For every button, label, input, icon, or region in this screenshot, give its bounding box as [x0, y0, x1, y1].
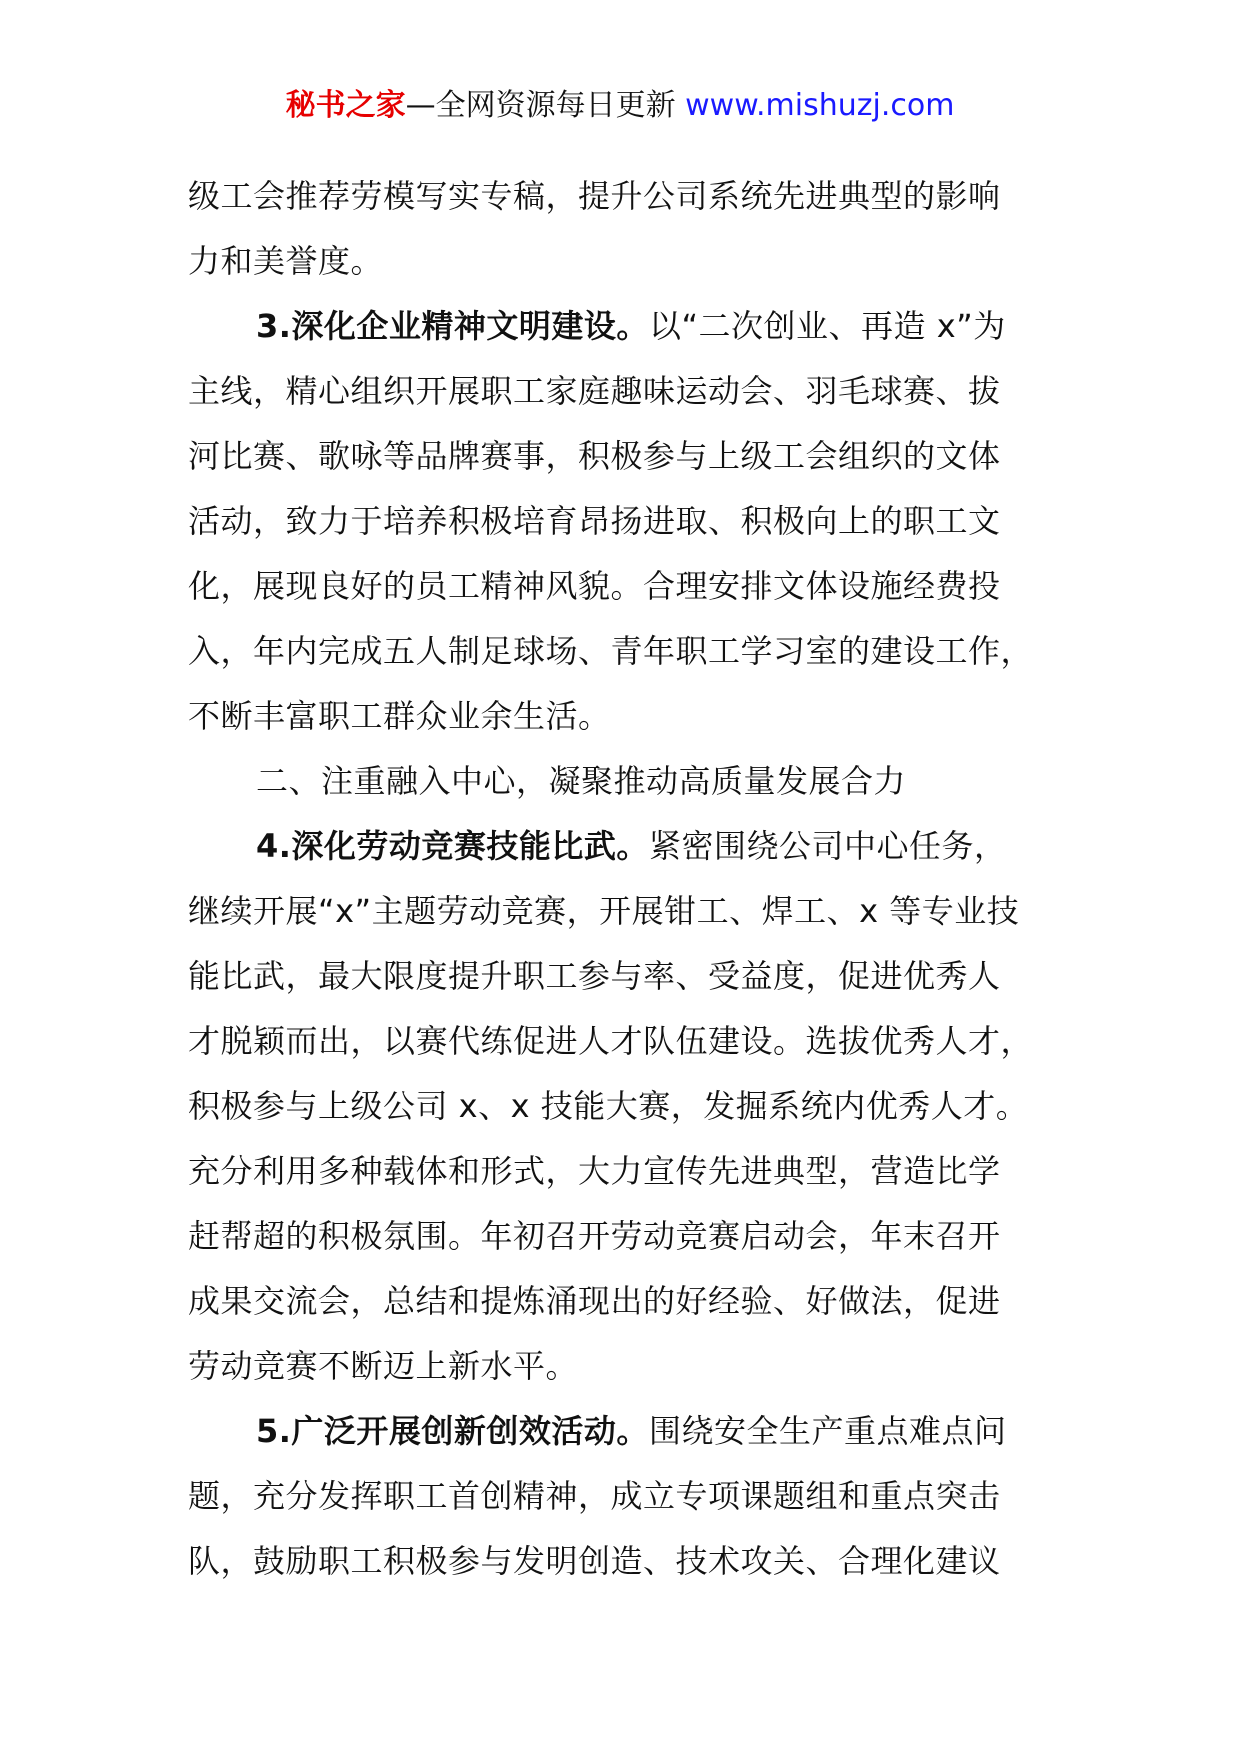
- text-line: [188, 684, 1058, 749]
- line-text: 赶帮超的积极氛围。年初召开劳动竞赛启动会，年末召开: [188, 1217, 1001, 1255]
- line-text: 劳动竞赛不断迈上新水平。: [188, 1347, 579, 1385]
- text-line: [188, 554, 1058, 619]
- line-text: 不断丰富职工群众业余生活。: [188, 697, 611, 735]
- text-line: [188, 229, 1058, 294]
- line-text: 活动，致力于培养积极培育昂扬进取、积极向上的职工文: [188, 502, 1001, 540]
- line-text: 力和美誉度。: [188, 242, 384, 280]
- section-4-heading-line: [188, 814, 1058, 879]
- text-line: [188, 1204, 1058, 1269]
- text-line: [188, 879, 1058, 944]
- line-text: 入，年内完成五人制足球场、青年职工学习室的建设工作，: [188, 632, 1034, 670]
- site-url-link[interactable]: www.mishuzj.com: [685, 88, 955, 123]
- line-text: 成果交流会，总结和提炼涌现出的好经验、好做法，促进: [188, 1282, 1001, 1320]
- line-text: 能比武，最大限度提升职工参与率、受益度，促进优秀人: [188, 957, 1001, 995]
- line-text: 队，鼓励职工积极参与发明创造、技术攻关、合理化建议: [188, 1542, 1001, 1580]
- page-header: [0, 84, 1240, 128]
- line-text: 才脱颖而出，以赛代练促进人才队伍建设。选拔优秀人才，: [188, 1022, 1034, 1060]
- line-text: 继续开展“x”主题劳动竞赛，开展钳工、焊工、x 等专业技: [188, 892, 1020, 930]
- text-line: [188, 1009, 1058, 1074]
- line-text: 围绕安全生产重点难点问: [648, 1412, 1007, 1450]
- text-line: [188, 944, 1058, 1009]
- section-5-heading-line: [188, 1399, 1058, 1464]
- section-3-heading-line: [188, 294, 1058, 359]
- line-text: 二、注重融入中心，凝聚推动高质量发展合力: [256, 762, 907, 800]
- text-line: [188, 359, 1058, 424]
- line-text: 化，展现良好的员工精神风貌。合理安排文体设施经费投: [188, 567, 1001, 605]
- section-5-title: 5.广泛开展创新创效活动。: [256, 1412, 649, 1450]
- line-text: 充分利用多种载体和形式，大力宣传先进典型，营造比学: [188, 1152, 1001, 1190]
- section-3-title: 3.深化企业精神文明建设。: [256, 307, 649, 345]
- line-text: 河比赛、歌咏等品牌赛事，积极参与上级工会组织的文体: [188, 437, 1001, 475]
- site-slogan: —全网资源每日更新: [405, 88, 676, 123]
- text-line: [188, 1334, 1058, 1399]
- text-line: [188, 424, 1058, 489]
- line-text: 题，充分发挥职工首创精神，成立专项课题组和重点突击: [188, 1477, 1001, 1515]
- text-line: [188, 1269, 1058, 1334]
- line-text: 主线，精心组织开展职工家庭趣味运动会、羽毛球赛、拔: [188, 372, 1001, 410]
- line-text: 以“二次创业、再造 x”为: [648, 307, 1006, 345]
- line-text: 紧密围绕公司中心任务，: [648, 827, 1007, 865]
- site-brand: 秘书之家: [285, 88, 406, 123]
- text-line: [188, 1529, 1058, 1594]
- line-text: 积极参与上级公司 x、x 技能大赛，发掘系统内优秀人才。: [188, 1087, 1029, 1125]
- text-line: [188, 1139, 1058, 1204]
- line-text: 级工会推荐劳模写实专稿，提升公司系统先进典型的影响: [188, 177, 1001, 215]
- text-line: [188, 1464, 1058, 1529]
- text-line: [188, 164, 1058, 229]
- text-line: [188, 1074, 1058, 1139]
- section-4-title: 4.深化劳动竞赛技能比武。: [256, 827, 649, 865]
- text-line: [188, 619, 1058, 684]
- chapter-2-heading: [188, 749, 1058, 814]
- text-line: [188, 489, 1058, 554]
- document-body: [188, 164, 1058, 1594]
